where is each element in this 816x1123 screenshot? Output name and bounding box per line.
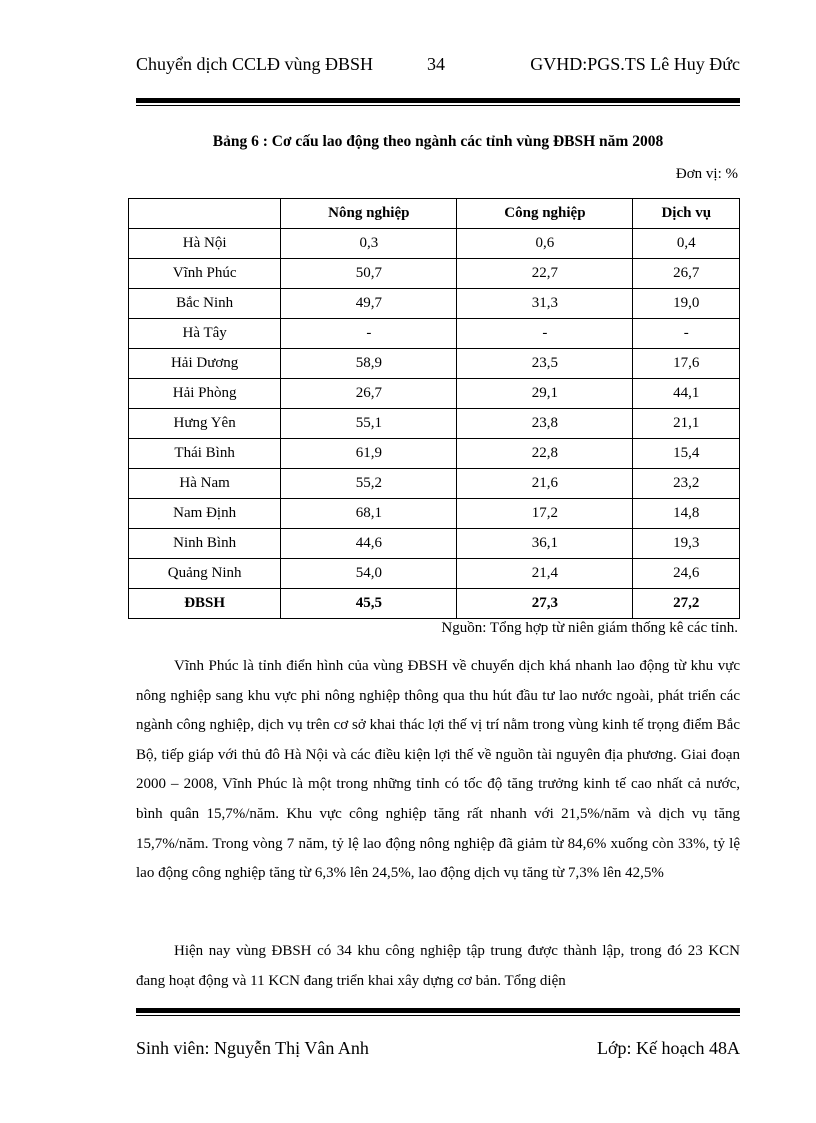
page-footer [136, 1038, 740, 1064]
table-row [129, 439, 740, 469]
cell-services: 0,4 [633, 229, 740, 259]
province-name: Hưng Yên [129, 409, 281, 439]
table-row [129, 499, 740, 529]
cell-services: - [633, 319, 740, 349]
cell-agriculture: 68,1 [281, 499, 457, 529]
province-name: Hà Nội [129, 229, 281, 259]
table-caption: Bảng 6 : Cơ cấu lao động theo ngành các tỉnh vùng ĐBSH năm 2008 [212, 133, 664, 150]
cell-services: 26,7 [633, 259, 740, 289]
cell-agriculture: 44,6 [281, 529, 457, 559]
province-name: Hải Dương [129, 349, 281, 379]
cell-industry: 17,2 [457, 499, 633, 529]
cell-services: 14,8 [633, 499, 740, 529]
header-divider-thin [136, 105, 740, 106]
table-row [129, 349, 740, 379]
table-row [129, 319, 740, 349]
cell-services: 19,0 [633, 289, 740, 319]
cell-agriculture: 58,9 [281, 349, 457, 379]
cell-agriculture: 54,0 [281, 559, 457, 589]
cell-agriculture: 61,9 [281, 439, 457, 469]
province-name: Bắc Ninh [129, 289, 281, 319]
cell-agriculture: 49,7 [281, 289, 457, 319]
column-header: Nông nghiệp [281, 199, 457, 229]
footer-divider-thin [136, 1015, 740, 1016]
cell-agriculture: 50,7 [281, 259, 457, 289]
header-title: Chuyển dịch CCLĐ vùng ĐBSH [136, 54, 374, 74]
cell-agriculture: - [281, 319, 457, 349]
cell-services: 19,3 [633, 529, 740, 559]
table-row [129, 379, 740, 409]
cell-services: 44,1 [633, 379, 740, 409]
province-name: Thái Bình [129, 439, 281, 469]
province-name: Ninh Bình [129, 529, 281, 559]
cell-industry: 29,1 [457, 379, 633, 409]
province-name: Hà Nam [129, 469, 281, 499]
province-name: Hà Tây [129, 319, 281, 349]
footer-student: Sinh viên: Nguyễn Thị Vân Anh [136, 1038, 369, 1058]
footer-divider [136, 1008, 740, 1013]
province-name: Vĩnh Phúc [129, 259, 281, 289]
cell-industry: 23,8 [457, 409, 633, 439]
province-name: Quảng Ninh [129, 559, 281, 589]
table-row [129, 289, 740, 319]
cell-industry: 21,6 [457, 469, 633, 499]
cell-industry: 36,1 [457, 529, 633, 559]
total-label: ĐBSH [129, 589, 281, 619]
column-header: Dịch vụ [633, 199, 740, 229]
body-paragraph [136, 937, 740, 996]
cell-services: 15,4 [633, 439, 740, 469]
province-name: Nam Định [129, 499, 281, 529]
table-row [129, 529, 740, 559]
page-number: 34 [427, 54, 445, 74]
table-row [129, 259, 740, 289]
cell-industry: 22,8 [457, 439, 633, 469]
cell-agriculture: 55,1 [281, 409, 457, 439]
cell-services: 23,2 [633, 469, 740, 499]
cell-industry: 31,3 [457, 289, 633, 319]
column-header [129, 199, 281, 229]
cell-agriculture: 0,3 [281, 229, 457, 259]
cell-industry: 21,4 [457, 559, 633, 589]
paragraph-text: Vĩnh Phúc là tỉnh điển hình của vùng ĐBSH về chuyển dịch khá nhanh lao động từ khu vực nông nghiệp sang khu vực phi nông nghiệp thông qua thu hút đầu tư lao nước ngoài, phát triển các ngành công nghiệp, dịch vụ trên cơ sở khai thác lợi thế vị trí nằm trong vùng kinh tế trọng điểm Bắc Bộ, tiếp giáp với thủ đô Hà Nội và các điều kiện lợi thế về nguồn tài nguyên địa phương. Giai đoạn 2000 – 2008, Vĩnh Phúc là một trong những tỉnh có tốc độ tăng trưởng kinh tế cao nhất cả nước, bình quân 15,7%/năm. Khu vực công nghiệp tăng rất nhanh với 21,5%/năm và dịch vụ tăng 15,7%/năm. Trong vòng 7 năm, tỷ lệ lao động nông nghiệp đã giảm từ 84,6% xuống còn 33%, tỷ lệ lao động công nghiệp tăng từ 6,3% lên 24,5%, lao động dịch vụ tăng từ 7,3% lên 42,5% [136, 658, 740, 882]
cell-services: 17,6 [633, 349, 740, 379]
table-row [129, 469, 740, 499]
paragraph-text: Hiện nay vùng ĐBSH có 34 khu công nghiệp tập trung được thành lập, trong đó 23 KCN đang hoạt động và 11 KCN đang triển khai xây dựng cơ bản. Tổng diện [136, 943, 740, 989]
labor-structure-table [128, 198, 740, 619]
cell-agriculture: 55,2 [281, 469, 457, 499]
cell-agriculture: 26,7 [281, 379, 457, 409]
table-row [129, 559, 740, 589]
province-name: Hải Phòng [129, 379, 281, 409]
cell-services: 21,1 [633, 409, 740, 439]
cell-industry: 0,6 [457, 229, 633, 259]
table-source: Nguồn: Tổng hợp từ niên giám thống kê các tỉnh. [441, 620, 738, 636]
footer-class: Lớp: Kế hoạch 48A [597, 1038, 740, 1058]
table-row [129, 409, 740, 439]
total-industry: 27,3 [457, 589, 633, 619]
total-agriculture: 45,5 [281, 589, 457, 619]
table-header-row [129, 199, 740, 229]
cell-services: 24,6 [633, 559, 740, 589]
page-header [136, 54, 740, 80]
cell-industry: 22,7 [457, 259, 633, 289]
cell-industry: - [457, 319, 633, 349]
table-unit: Đơn vị: % [675, 166, 738, 182]
body-paragraph [136, 652, 740, 889]
header-divider [136, 98, 740, 103]
table-total-row [129, 589, 740, 619]
total-services: 27,2 [633, 589, 740, 619]
table-row [129, 229, 740, 259]
header-supervisor: GVHD:PGS.TS Lê Huy Đức [530, 54, 740, 74]
column-header: Công nghiệp [457, 199, 633, 229]
cell-industry: 23,5 [457, 349, 633, 379]
